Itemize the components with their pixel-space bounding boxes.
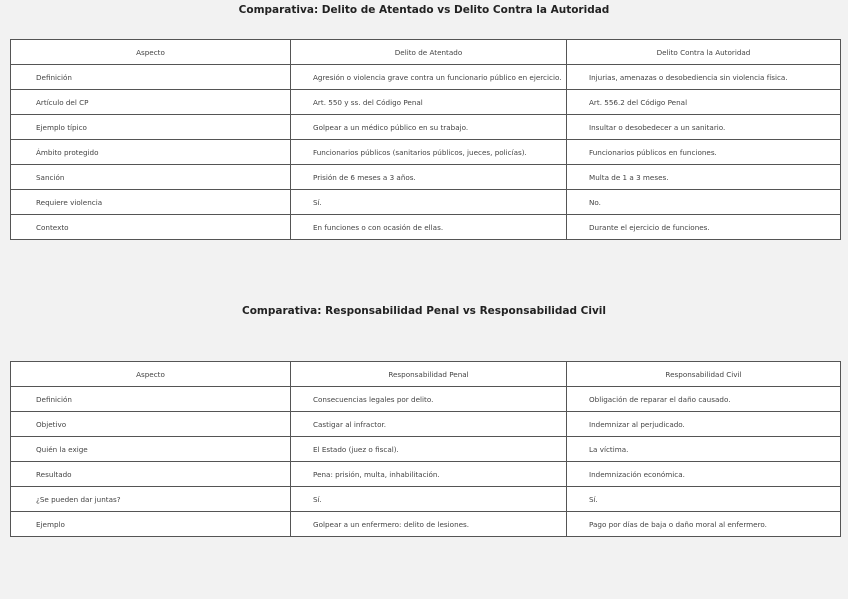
table-cell: Pena: prisión, multa, inhabilitación. [291,462,567,487]
table-cell: Sí. [567,487,841,512]
table-cell: Multa de 1 a 3 meses. [567,165,841,190]
column-header: Responsabilidad Penal [291,362,567,387]
column-header: Aspecto [11,40,291,65]
row-label-cell: Artículo del CP [11,90,291,115]
table-row [11,412,841,437]
row-label-cell: Ejemplo [11,512,291,537]
table-row [11,65,841,90]
table-cell: Sí. [291,190,567,215]
comparison-table-atentado [10,39,841,240]
comparison-table-responsabilidad [10,361,841,537]
column-header: Delito de Atentado [291,40,567,65]
table-row [11,487,841,512]
table-row [11,190,841,215]
table-cell: Funcionarios públicos (sanitarios públicos, jueces, policías). [291,140,567,165]
row-label-cell: Contexto [11,215,291,240]
table-row [11,140,841,165]
table-cell: Funcionarios públicos en funciones. [567,140,841,165]
table-header-row [11,40,841,65]
table-cell: En funciones o con ocasión de ellas. [291,215,567,240]
row-label-cell: Ámbito protegido [11,140,291,165]
table-cell: Indemnizar al perjudicado. [567,412,841,437]
table-cell: Pago por días de baja o daño moral al enfermero. [567,512,841,537]
table-cell: Art. 550 y ss. del Código Penal [291,90,567,115]
row-label-cell: Requiere violencia [11,190,291,215]
table-cell: Insultar o desobedecer a un sanitario. [567,115,841,140]
row-label-cell: Definición [11,387,291,412]
table-row [11,437,841,462]
row-label-cell: Resultado [11,462,291,487]
table-cell: Sí. [291,487,567,512]
row-label-cell: Ejemplo típico [11,115,291,140]
table-row [11,90,841,115]
row-label-cell: Objetivo [11,412,291,437]
table2-title: Comparativa: Responsabilidad Penal vs Responsabilidad Civil [241,305,607,317]
table-row [11,215,841,240]
row-label-cell: Quién la exige [11,437,291,462]
table-cell: Agresión o violencia grave contra un funcionario público en ejercicio. [291,65,567,90]
row-label-cell: ¿Se pueden dar juntas? [11,487,291,512]
row-label-cell: Definición [11,65,291,90]
row-label-cell: Sanción [11,165,291,190]
table-cell: El Estado (juez o fiscal). [291,437,567,462]
table-cell: Prisión de 6 meses a 3 años. [291,165,567,190]
table-cell: Art. 556.2 del Código Penal [567,90,841,115]
column-header: Responsabilidad Civil [567,362,841,387]
table-row [11,512,841,537]
table-cell: Golpear a un médico público en su trabajo. [291,115,567,140]
table-row [11,387,841,412]
table-cell: Golpear a un enfermero: delito de lesiones. [291,512,567,537]
table-cell: Injurias, amenazas o desobediencia sin violencia física. [567,65,841,90]
table-cell: La víctima. [567,437,841,462]
table1-title: Comparativa: Delito de Atentado vs Delito Contra la Autoridad [238,4,610,16]
table-cell: Indemnización económica. [567,462,841,487]
table-header-row [11,362,841,387]
table-row [11,115,841,140]
table-cell: No. [567,190,841,215]
table-cell: Consecuencias legales por delito. [291,387,567,412]
table-row [11,165,841,190]
table-row [11,462,841,487]
table-cell: Castigar al infractor. [291,412,567,437]
table-cell: Obligación de reparar el daño causado. [567,387,841,412]
table-cell: Durante el ejercicio de funciones. [567,215,841,240]
column-header: Delito Contra la Autoridad [567,40,841,65]
column-header: Aspecto [11,362,291,387]
